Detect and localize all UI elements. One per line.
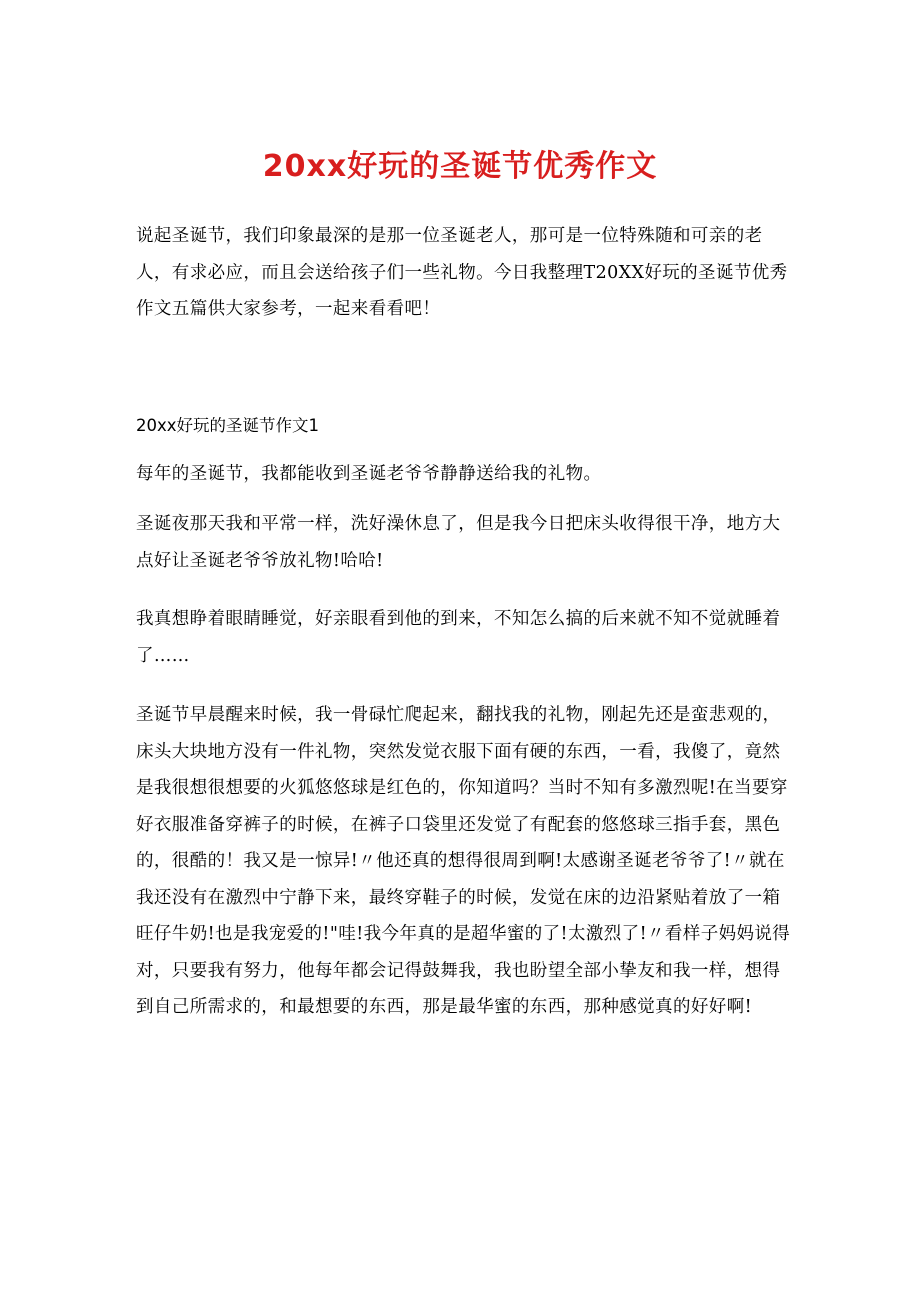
section-heading: 20xx好玩的圣诞节作文1 [136, 416, 320, 435]
paragraph-4: 圣诞节早晨醒来时候，我一骨碌忙爬起来，翻找我的礼物，刚起先还是蛮悲观的，床头大块地方没有一件礼物，突然发觉衣服下面有硬的东西，一看，我傻了，竟然是我很想很想要的火狐悠悠球是红色的，你知道吗？当时不知有多激烈呢!在当要穿好衣服准备穿裤子的时候，在裤子口袋里还发觉了有配套的悠悠球三指手套，黑色的，很酷的！我又是一惊异!〃他还真的想得很周到啊!太感谢圣诞老爷爷了!〃就在我还没有在激烈中宁静下来，最终穿鞋子的时候，发觉在床的边沿紧贴着放了一箱旺仔牛奶!也是我宠爱的!"哇!我今年真的是超华蜜的了!太激烈了!〃看样子妈妈说得对，只要我有努力，他每年都会记得鼓舞我，我也盼望全部小挚友和我一样，想得到自己所需求的，和最想要的东西，那是最华蜜的东西，那种感觉真的好好啊! [136, 705, 791, 1017]
document-title: 20xx好玩的圣诞节优秀作文 [262, 149, 658, 184]
paragraph-2: 圣诞夜那天我和平常一样，洗好澡休息了，但是我今日把床头收得很干净，地方大点好让圣诞老爷爷放礼物!哈哈! [136, 514, 781, 571]
paragraph-1: 每年的圣诞节，我都能收到圣诞老爷爷静静送给我的礼物。 [136, 464, 602, 484]
intro-paragraph: 说起圣诞节，我们印象最深的是那一位圣诞老人，那可是一位特殊随和可亲的老人，有求必应，而且会送给孩子们一些礼物。今日我整理T20XX好玩的圣诞节优秀作文五篇供大家参考，一起来看看吧！ [136, 226, 788, 319]
paragraph-3: 我真想睁着眼睛睡觉，好亲眼看到他的到来，不知怎么搞的后来就不知不觉就睡着了…… [136, 609, 781, 666]
